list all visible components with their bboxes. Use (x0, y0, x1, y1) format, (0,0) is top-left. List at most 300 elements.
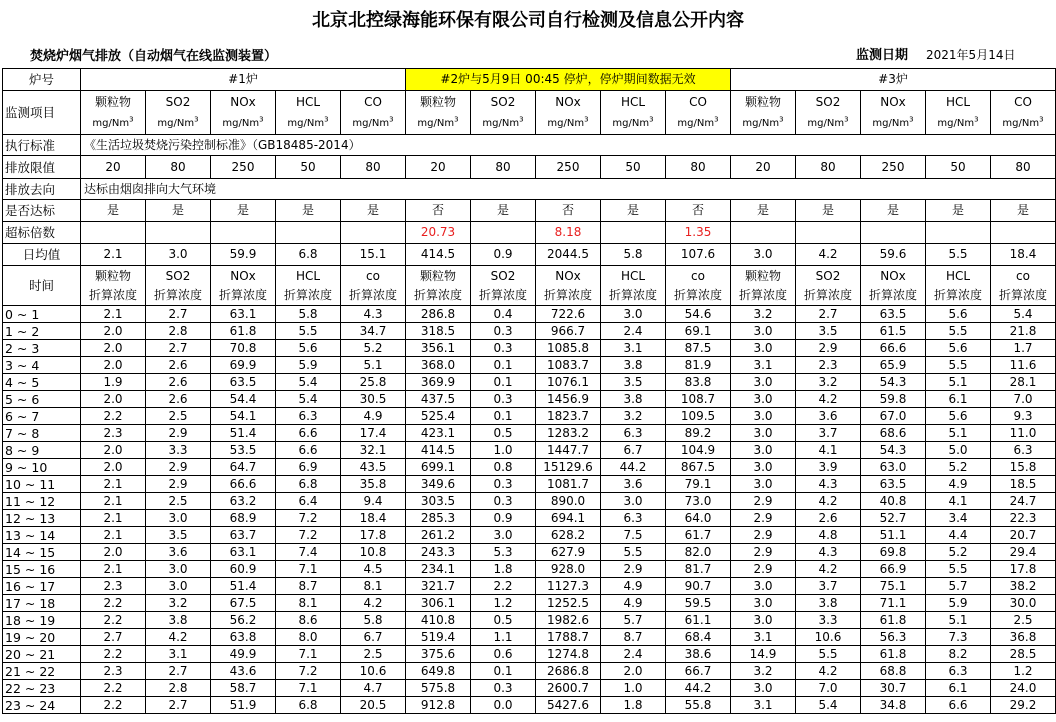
hour-value: 2.6 (146, 391, 211, 408)
pollutant-header: HCL (276, 91, 341, 114)
hour-value: 890.0 (536, 493, 601, 510)
hour-value: 61.8 (861, 646, 926, 663)
hour-label: 15 ~ 16 (3, 561, 81, 578)
hour-value: 3.8 (601, 357, 666, 374)
hour-value: 2.0 (81, 357, 146, 374)
unit-cell (861, 114, 926, 135)
hour-value: 15.8 (991, 459, 1056, 476)
hour-value: 44.2 (601, 459, 666, 476)
converted-header: 折算浓度 (81, 287, 146, 306)
hour-value: 3.0 (731, 578, 796, 595)
pollutant-header: CO (666, 91, 731, 114)
hour-value: 18.4 (341, 510, 406, 527)
hour-value: 2.9 (731, 527, 796, 544)
hour-value: 8.0 (276, 629, 341, 646)
hour-value: 2.2 (471, 578, 536, 595)
unit-exponent: 3 (649, 115, 654, 124)
hour-value: 66.6 (861, 340, 926, 357)
hour-value: 4.1 (796, 442, 861, 459)
hour-value: 60.9 (211, 561, 276, 578)
pollutant-header: SO2 (146, 266, 211, 287)
pollutant-header: NOx (211, 266, 276, 287)
hour-value: 2.6 (796, 510, 861, 527)
hour-value: 89.2 (666, 425, 731, 442)
hour-value: 6.3 (601, 425, 666, 442)
standard-label: 执行标准 (3, 135, 81, 156)
hour-value: 75.1 (861, 578, 926, 595)
hour-value: 43.5 (341, 459, 406, 476)
hour-value: 3.0 (731, 442, 796, 459)
hour-value: 5.8 (341, 612, 406, 629)
hour-value: 2.2 (81, 612, 146, 629)
hour-value: 3.0 (146, 510, 211, 527)
table-subtitle: 焚烧炉烟气排放（自动烟气在线监测装置） (30, 49, 278, 64)
hour-value: 61.8 (211, 323, 276, 340)
table-row (3, 442, 1056, 459)
hour-value: 3.0 (146, 578, 211, 595)
hour-value: 6.7 (601, 442, 666, 459)
hour-value: 285.3 (406, 510, 471, 527)
hour-value: 2.7 (146, 340, 211, 357)
hour-value: 66.6 (211, 476, 276, 493)
hour-value: 30.7 (861, 680, 926, 697)
hour-value: 64.7 (211, 459, 276, 476)
unit-cell (471, 114, 536, 135)
hour-label: 14 ~ 15 (3, 544, 81, 561)
hour-value: 2600.7 (536, 680, 601, 697)
hour-value: 5.6 (276, 340, 341, 357)
hour-value: 7.3 (926, 629, 991, 646)
hour-value: 0.0 (471, 697, 536, 714)
hour-value: 912.8 (406, 697, 471, 714)
hour-value: 3.8 (146, 612, 211, 629)
converted-header: 折算浓度 (146, 287, 211, 306)
exceed-value (601, 222, 666, 244)
pollutant-header: 颗粒物 (406, 266, 471, 287)
hour-value: 5.4 (276, 374, 341, 391)
furnace-1-header: #1炉 (81, 69, 406, 91)
pollutant-header: NOx (861, 91, 926, 114)
hour-value: 5.1 (926, 374, 991, 391)
hour-value: 0.3 (471, 323, 536, 340)
hour-value: 63.5 (211, 374, 276, 391)
hour-value: 2.5 (146, 493, 211, 510)
hour-value: 5.5 (926, 357, 991, 374)
unit-exponent: 3 (519, 115, 524, 124)
hour-value: 1823.7 (536, 408, 601, 425)
hour-label: 20 ~ 21 (3, 646, 81, 663)
hour-value: 1447.7 (536, 442, 601, 459)
hour-value: 15129.6 (536, 459, 601, 476)
hour-value: 2.6 (146, 374, 211, 391)
hour-value: 63.8 (211, 629, 276, 646)
hour-value: 1252.5 (536, 595, 601, 612)
hour-value: 5.4 (276, 391, 341, 408)
pollutant-header: HCL (926, 91, 991, 114)
compliant-value: 是 (601, 200, 666, 222)
pollutant-header: SO2 (796, 91, 861, 114)
hour-value: 3.2 (731, 306, 796, 323)
hour-value: 109.5 (666, 408, 731, 425)
table-row (3, 595, 1056, 612)
hour-value: 2.8 (146, 680, 211, 697)
hour-value: 2.9 (731, 510, 796, 527)
converted-header: 折算浓度 (341, 287, 406, 306)
unit-base: mg/Nm (612, 118, 650, 130)
unit-base: mg/Nm (157, 118, 195, 130)
pollutant-header: SO2 (471, 91, 536, 114)
hour-value: 4.2 (341, 595, 406, 612)
hour-value: 20.5 (341, 697, 406, 714)
hour-value: 3.0 (601, 306, 666, 323)
hour-value: 61.8 (861, 612, 926, 629)
hour-value: 2.0 (81, 391, 146, 408)
hour-value: 30.0 (991, 595, 1056, 612)
hour-value: 29.4 (991, 544, 1056, 561)
hour-value: 3.5 (601, 374, 666, 391)
hour-value: 8.1 (276, 595, 341, 612)
hour-value: 3.6 (601, 476, 666, 493)
hour-value: 3.7 (796, 578, 861, 595)
hour-value: 2.8 (146, 323, 211, 340)
table-row (3, 200, 1056, 222)
hour-value: 3.3 (146, 442, 211, 459)
hour-label: 3 ~ 4 (3, 357, 81, 374)
hour-value: 3.2 (146, 595, 211, 612)
hour-value: 51.4 (211, 425, 276, 442)
exceed-value (81, 222, 146, 244)
hour-value: 1076.1 (536, 374, 601, 391)
hour-label: 8 ~ 9 (3, 442, 81, 459)
limit-value: 50 (926, 156, 991, 179)
hour-value: 2.0 (81, 544, 146, 561)
hour-value: 9.4 (341, 493, 406, 510)
hour-label: 21 ~ 22 (3, 663, 81, 680)
hour-value: 59.5 (666, 595, 731, 612)
hour-label: 17 ~ 18 (3, 595, 81, 612)
hour-value: 3.0 (731, 425, 796, 442)
hour-value: 6.9 (276, 459, 341, 476)
hour-value: 2.1 (81, 306, 146, 323)
hour-value: 104.9 (666, 442, 731, 459)
hour-value: 2.0 (601, 663, 666, 680)
daily-value: 3.0 (731, 244, 796, 266)
hour-value: 5.6 (926, 340, 991, 357)
exceed-value (991, 222, 1056, 244)
hour-value: 4.3 (796, 476, 861, 493)
hour-value: 5427.6 (536, 697, 601, 714)
table-row (3, 222, 1056, 244)
hour-value: 2.9 (601, 561, 666, 578)
hour-value: 28.1 (991, 374, 1056, 391)
time-label: 时间 (3, 266, 81, 306)
unit-exponent: 3 (714, 115, 719, 124)
table-row (3, 306, 1056, 323)
compliant-value: 是 (471, 200, 536, 222)
furnace-label: 炉号 (3, 69, 81, 91)
unit-exponent: 3 (584, 115, 589, 124)
hour-value: 3.0 (731, 374, 796, 391)
hour-value: 3.2 (796, 374, 861, 391)
hour-value: 3.1 (601, 340, 666, 357)
hour-value: 17.8 (991, 561, 1056, 578)
pollutant-header: 颗粒物 (406, 91, 471, 114)
hour-value: 3.1 (146, 646, 211, 663)
hour-value: 8.7 (276, 578, 341, 595)
hour-value: 70.8 (211, 340, 276, 357)
hour-value: 56.3 (861, 629, 926, 646)
hour-value: 0.1 (471, 357, 536, 374)
hour-value: 5.5 (926, 323, 991, 340)
furnace-2-header: #2炉与5月9日 00:45 停炉，停炉期间数据无效 (406, 69, 731, 91)
pollutant-header: NOx (211, 91, 276, 114)
converted-header: 折算浓度 (601, 287, 666, 306)
destination-text: 达标由烟囱排向大气环境 (81, 179, 1056, 200)
unit-base: mg/Nm (417, 118, 455, 130)
hour-value: 7.2 (276, 510, 341, 527)
compliant-value: 是 (341, 200, 406, 222)
hour-value: 5.0 (926, 442, 991, 459)
hour-value: 5.6 (926, 408, 991, 425)
hour-value: 3.2 (731, 663, 796, 680)
hour-value: 368.0 (406, 357, 471, 374)
hour-value: 36.8 (991, 629, 1056, 646)
hour-value: 1085.8 (536, 340, 601, 357)
unit-cell (146, 114, 211, 135)
unit-base: mg/Nm (222, 118, 260, 130)
hour-value: 3.2 (601, 408, 666, 425)
hour-value: 40.8 (861, 493, 926, 510)
table-row (3, 612, 1056, 629)
hour-value: 2.1 (81, 510, 146, 527)
hour-value: 306.1 (406, 595, 471, 612)
hour-value: 6.4 (276, 493, 341, 510)
converted-header: 折算浓度 (211, 287, 276, 306)
hour-value: 66.9 (861, 561, 926, 578)
furnace-3-header: #3炉 (731, 69, 1056, 91)
hour-value: 234.1 (406, 561, 471, 578)
hour-value: 3.1 (731, 357, 796, 374)
hour-value: 1083.7 (536, 357, 601, 374)
hour-value: 0.3 (471, 340, 536, 357)
table-row (3, 527, 1056, 544)
unit-cell (796, 114, 861, 135)
hour-value: 63.0 (861, 459, 926, 476)
hour-value: 10.6 (341, 663, 406, 680)
hour-value: 44.2 (666, 680, 731, 697)
hour-value: 18.5 (991, 476, 1056, 493)
unit-base: mg/Nm (807, 118, 845, 130)
hour-value: 6.6 (276, 425, 341, 442)
hour-value: 7.1 (276, 680, 341, 697)
unit-base: mg/Nm (677, 118, 715, 130)
hour-value: 6.1 (926, 680, 991, 697)
hour-value: 2.7 (146, 306, 211, 323)
hour-value: 0.1 (471, 374, 536, 391)
table-row (3, 476, 1056, 493)
hour-value: 3.0 (731, 595, 796, 612)
unit-base: mg/Nm (937, 118, 975, 130)
table-row (3, 459, 1056, 476)
limit-value: 80 (991, 156, 1056, 179)
daily-value: 59.6 (861, 244, 926, 266)
table-row (3, 663, 1056, 680)
compliant-value: 否 (536, 200, 601, 222)
hour-value: 4.3 (341, 306, 406, 323)
unit-exponent: 3 (909, 115, 914, 124)
hour-value: 3.0 (731, 680, 796, 697)
hour-value: 5.5 (276, 323, 341, 340)
hour-value: 867.5 (666, 459, 731, 476)
hour-value: 243.3 (406, 544, 471, 561)
daily-value: 107.6 (666, 244, 731, 266)
hour-value: 966.7 (536, 323, 601, 340)
hour-value: 5.2 (341, 340, 406, 357)
unit-cell (211, 114, 276, 135)
unit-cell (601, 114, 666, 135)
hour-value: 5.9 (926, 595, 991, 612)
pollutant-header: SO2 (471, 266, 536, 287)
hour-value: 2.9 (146, 459, 211, 476)
hour-value: 2.9 (731, 544, 796, 561)
limit-value: 20 (81, 156, 146, 179)
hour-value: 30.5 (341, 391, 406, 408)
hour-value: 5.3 (471, 544, 536, 561)
hour-label: 11 ~ 12 (3, 493, 81, 510)
limit-value: 80 (666, 156, 731, 179)
pollutant-header: HCL (601, 91, 666, 114)
hour-value: 63.1 (211, 544, 276, 561)
unit-base: mg/Nm (482, 118, 520, 130)
hour-value: 5.1 (341, 357, 406, 374)
hour-value: 423.1 (406, 425, 471, 442)
hour-value: 49.9 (211, 646, 276, 663)
table-row (3, 357, 1056, 374)
date-label: 监测日期 (856, 48, 909, 63)
hour-value: 3.0 (731, 408, 796, 425)
unit-base: mg/Nm (287, 118, 325, 130)
hour-value: 5.2 (926, 544, 991, 561)
hour-value: 38.2 (991, 578, 1056, 595)
converted-header: 折算浓度 (991, 287, 1056, 306)
unit-exponent: 3 (779, 115, 784, 124)
hour-value: 5.1 (926, 612, 991, 629)
hour-value: 1982.6 (536, 612, 601, 629)
hour-value: 1.2 (471, 595, 536, 612)
hour-value: 4.2 (796, 663, 861, 680)
hour-value: 108.7 (666, 391, 731, 408)
hour-value: 4.2 (146, 629, 211, 646)
hour-value: 2.9 (731, 561, 796, 578)
hour-value: 3.3 (796, 612, 861, 629)
daily-value: 0.9 (471, 244, 536, 266)
hour-value: 68.6 (861, 425, 926, 442)
hour-value: 2.1 (81, 561, 146, 578)
hour-value: 2.3 (796, 357, 861, 374)
hour-value: 73.0 (666, 493, 731, 510)
hour-value: 43.6 (211, 663, 276, 680)
hour-value: 90.7 (666, 578, 731, 595)
hour-value: 699.1 (406, 459, 471, 476)
hour-value: 3.7 (796, 425, 861, 442)
hour-value: 54.4 (211, 391, 276, 408)
hour-value: 4.8 (796, 527, 861, 544)
hour-value: 2.3 (81, 578, 146, 595)
daily-value: 6.8 (276, 244, 341, 266)
table-row (3, 244, 1056, 266)
table-row (3, 561, 1056, 578)
converted-header: 折算浓度 (926, 287, 991, 306)
compliant-value: 是 (861, 200, 926, 222)
pollutant-header: HCL (276, 266, 341, 287)
hour-value: 68.9 (211, 510, 276, 527)
hour-label: 12 ~ 13 (3, 510, 81, 527)
hour-value: 928.0 (536, 561, 601, 578)
table-row (3, 91, 1056, 114)
table-row (3, 544, 1056, 561)
compliant-value: 否 (406, 200, 471, 222)
hour-value: 2.2 (81, 680, 146, 697)
compliant-value: 是 (731, 200, 796, 222)
hour-label: 23 ~ 24 (3, 697, 81, 714)
table-row (3, 510, 1056, 527)
hour-value: 3.1 (731, 629, 796, 646)
hour-value: 4.2 (796, 493, 861, 510)
unit-cell (341, 114, 406, 135)
hour-value: 410.8 (406, 612, 471, 629)
hour-value: 5.4 (991, 306, 1056, 323)
hour-value: 4.7 (341, 680, 406, 697)
hour-value: 3.0 (731, 391, 796, 408)
daily-value: 2.1 (81, 244, 146, 266)
hour-value: 8.6 (276, 612, 341, 629)
limit-value: 250 (211, 156, 276, 179)
hour-value: 2.0 (81, 442, 146, 459)
hour-value: 3.8 (796, 595, 861, 612)
table-row (3, 114, 1056, 135)
hour-value: 261.2 (406, 527, 471, 544)
unit-cell (81, 114, 146, 135)
hour-value: 627.9 (536, 544, 601, 561)
hour-value: 24.7 (991, 493, 1056, 510)
exceed-value (276, 222, 341, 244)
hour-value: 61.5 (861, 323, 926, 340)
hour-value: 54.3 (861, 374, 926, 391)
compliant-value: 是 (796, 200, 861, 222)
pollutant-header: 颗粒物 (731, 266, 796, 287)
hour-value: 722.6 (536, 306, 601, 323)
hour-value: 87.5 (666, 340, 731, 357)
pollutant-header: NOx (861, 266, 926, 287)
hour-value: 69.1 (666, 323, 731, 340)
hour-value: 11.0 (991, 425, 1056, 442)
hour-value: 3.9 (796, 459, 861, 476)
daily-value: 59.9 (211, 244, 276, 266)
hour-value: 63.7 (211, 527, 276, 544)
hour-value: 1.9 (81, 374, 146, 391)
hour-value: 58.7 (211, 680, 276, 697)
hour-value: 54.6 (666, 306, 731, 323)
hour-value: 3.0 (731, 476, 796, 493)
hour-value: 17.8 (341, 527, 406, 544)
unit-exponent: 3 (1039, 115, 1044, 124)
hour-value: 81.9 (666, 357, 731, 374)
unit-cell (731, 114, 796, 135)
unit-exponent: 3 (324, 115, 329, 124)
compliant-value: 是 (146, 200, 211, 222)
table-row (3, 179, 1056, 200)
hour-value: 0.4 (471, 306, 536, 323)
